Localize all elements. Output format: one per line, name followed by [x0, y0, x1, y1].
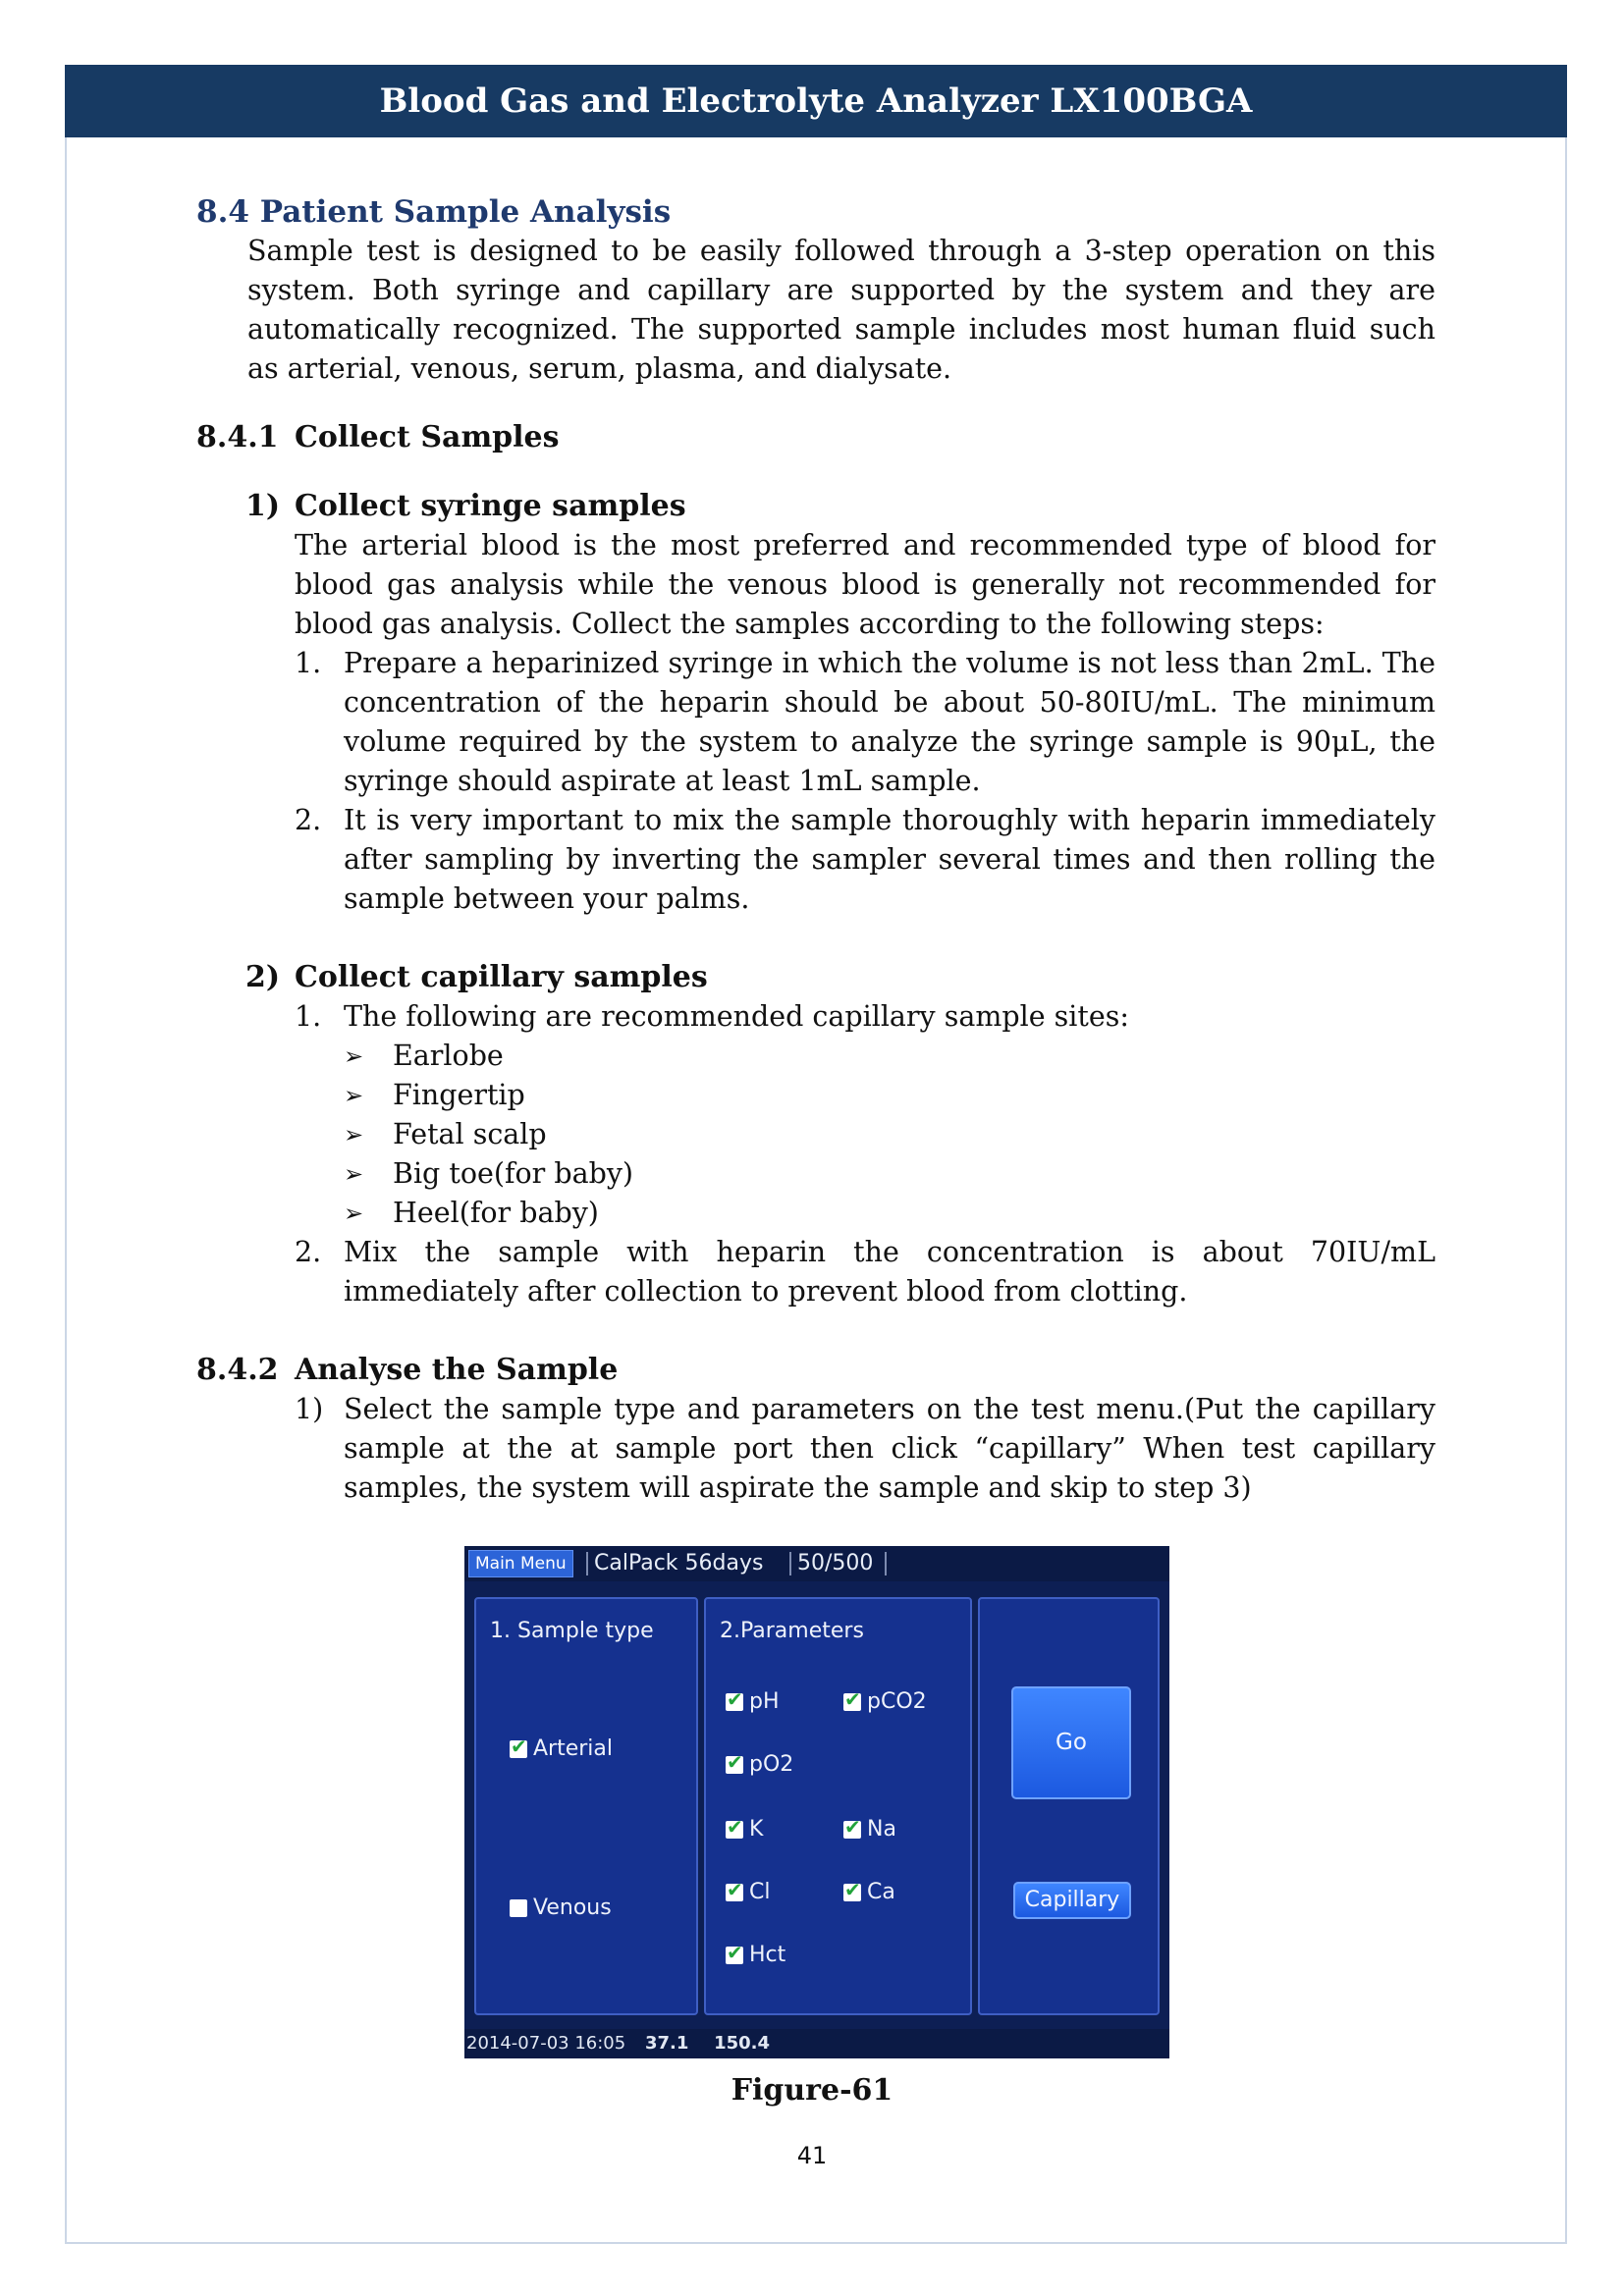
param-ph-checkbox[interactable] — [726, 1689, 780, 1714]
step-number: 1) — [295, 1393, 324, 1425]
analyzer-top-bar — [464, 1546, 1169, 1581]
arrow-bullet-icon: ➢ — [344, 1121, 364, 1148]
page-number: 41 — [796, 2142, 828, 2169]
step-text: Prepare a heparinized syringe in which the volume is not less than 2mL. The concentration of the heparin should be about 50-80IU/mL. The minimum volume required by the system to analyze the syringe sample is 90μL, the syringe should aspirate at least 1mL sample. — [344, 647, 1435, 797]
subsection-title: Collect Samples — [295, 420, 560, 454]
param-ca-checkbox[interactable] — [843, 1880, 895, 1904]
checkbox-checked-icon — [726, 1821, 743, 1839]
analyzer-status-bar — [464, 2029, 1169, 2058]
param-na-checkbox[interactable] — [843, 1817, 896, 1842]
status-datetime: 2014-07-03 16:05 — [466, 2033, 626, 2054]
list-item — [344, 1154, 1435, 1194]
subsection-title: Analyse the Sample — [295, 1353, 619, 1387]
syringe-step — [295, 644, 1435, 801]
param-k-checkbox[interactable] — [726, 1817, 763, 1842]
site-label: Heel(for baby) — [393, 1197, 599, 1229]
checkbox-checked-icon — [726, 1947, 743, 1964]
param-cl-checkbox[interactable] — [726, 1880, 770, 1904]
figure-caption: Figure-61 — [731, 2073, 893, 2108]
capillary-step — [295, 1233, 1435, 1311]
section-intro: Sample test is designed to be easily followed through a 3-step operation on this system. Both syringe and capillary are supported by the system and they are automatically recognized. The supported sample includes most human fluid such as arterial, venous, serum, plasma, and dialysate. — [247, 235, 1435, 385]
capillary-number: 2) — [245, 960, 281, 994]
param-pco2-checkbox[interactable] — [843, 1689, 927, 1714]
checkbox-checked-icon — [510, 1740, 527, 1758]
site-label: Fingertip — [393, 1079, 525, 1111]
status-pressure: 150.4 — [714, 2033, 771, 2054]
status-temperature: 37.1 — [644, 2033, 689, 2054]
syringe-heading — [245, 487, 1435, 526]
param-po2-checkbox[interactable] — [726, 1752, 793, 1777]
param-label: Na — [867, 1817, 896, 1842]
step-text: It is very important to mix the sample thoroughly with heparin immediately after sampling by inverting the sampler several times and then rolling the sample between your palms. — [344, 804, 1435, 915]
capillary-button[interactable]: Capillary — [1013, 1882, 1131, 1919]
list-item — [344, 1194, 1435, 1233]
subsection-analyse-heading — [196, 1351, 1435, 1390]
site-label: Fetal scalp — [393, 1118, 547, 1150]
param-label: Cl — [749, 1880, 771, 1904]
syringe-step — [295, 801, 1435, 919]
param-label: Ca — [867, 1880, 895, 1904]
sample-type-panel — [474, 1597, 698, 2015]
subsection-collect-heading — [196, 418, 1435, 457]
analyzer-screen — [464, 1546, 1169, 2058]
arterial-checkbox[interactable] — [510, 1736, 613, 1761]
main-menu-tab[interactable]: Main Menu — [468, 1550, 573, 1577]
param-label: Hct — [749, 1943, 786, 1967]
venous-checkbox[interactable] — [510, 1896, 612, 1920]
step-number: 2. — [295, 1236, 322, 1268]
list-item — [344, 1115, 1435, 1154]
syringe-number: 1) — [245, 489, 281, 523]
checkbox-unchecked-icon — [510, 1899, 527, 1917]
param-hct-checkbox[interactable] — [726, 1943, 785, 1967]
arterial-label: Arterial — [533, 1736, 614, 1761]
checkbox-checked-icon — [843, 1821, 861, 1839]
document-header: Blood Gas and Electrolyte Analyzer LX100BGA — [65, 65, 1567, 137]
tab-separator — [885, 1552, 887, 1575]
action-panel — [978, 1597, 1160, 2015]
sample-type-title: 1. Sample type — [490, 1619, 654, 1643]
step-number: 1. — [295, 647, 322, 679]
section-heading: 8.4 Patient Sample Analysis — [196, 194, 672, 230]
parameters-panel — [704, 1597, 972, 2015]
arrow-bullet-icon: ➢ — [344, 1200, 364, 1227]
calpack-status: CalPack 56days — [594, 1551, 764, 1575]
syringe-intro: The arterial blood is the most preferred and recommended type of blood for blood gas analysis while the venous blood is generally not recommended for blood gas analysis. Collect the samples according to the following steps: — [295, 529, 1435, 640]
arrow-bullet-icon: ➢ — [344, 1082, 364, 1109]
list-item — [344, 1037, 1435, 1076]
checkbox-checked-icon — [726, 1884, 743, 1901]
tab-separator — [789, 1552, 791, 1575]
capillary-step — [295, 997, 1435, 1037]
step-text: Select the sample type and parameters on the test menu.(Put the capillary sample at the at sample port then click “capillary” When test capillary samples, the system will aspirate the sample and skip to step 3) — [344, 1393, 1435, 1504]
document-body — [196, 192, 1435, 1508]
checkbox-checked-icon — [843, 1884, 861, 1901]
subsection-number: 8.4.2 — [196, 1353, 279, 1387]
param-label: pO2 — [749, 1752, 794, 1777]
go-button[interactable]: Go — [1011, 1686, 1131, 1799]
tab-separator — [586, 1552, 588, 1575]
param-label: pH — [749, 1689, 780, 1714]
capillary-heading — [245, 958, 1435, 997]
site-label: Earlobe — [393, 1040, 504, 1072]
param-label: K — [749, 1817, 764, 1842]
syringe-title: Collect syringe samples — [295, 489, 686, 523]
checkbox-checked-icon — [726, 1693, 743, 1711]
site-label: Big toe(for baby) — [393, 1157, 634, 1190]
analyse-step — [295, 1390, 1435, 1508]
test-count: 50/500 — [797, 1551, 874, 1575]
step-text: The following are recommended capillary sample sites: — [344, 1000, 1129, 1033]
arrow-bullet-icon: ➢ — [344, 1042, 364, 1070]
step-number: 2. — [295, 804, 322, 836]
arrow-bullet-icon: ➢ — [344, 1160, 364, 1188]
capillary-title: Collect capillary samples — [295, 960, 708, 994]
checkbox-checked-icon — [843, 1693, 861, 1711]
parameters-title: 2.Parameters — [720, 1619, 864, 1643]
step-number: 1. — [295, 1000, 322, 1033]
list-item — [344, 1076, 1435, 1115]
subsection-number: 8.4.1 — [196, 420, 279, 454]
param-label: pCO2 — [867, 1689, 927, 1714]
step-text: Mix the sample with heparin the concentration is about 70IU/mL immediately after collection to prevent blood from clotting. — [344, 1236, 1435, 1308]
checkbox-checked-icon — [726, 1756, 743, 1774]
venous-label: Venous — [533, 1896, 612, 1920]
